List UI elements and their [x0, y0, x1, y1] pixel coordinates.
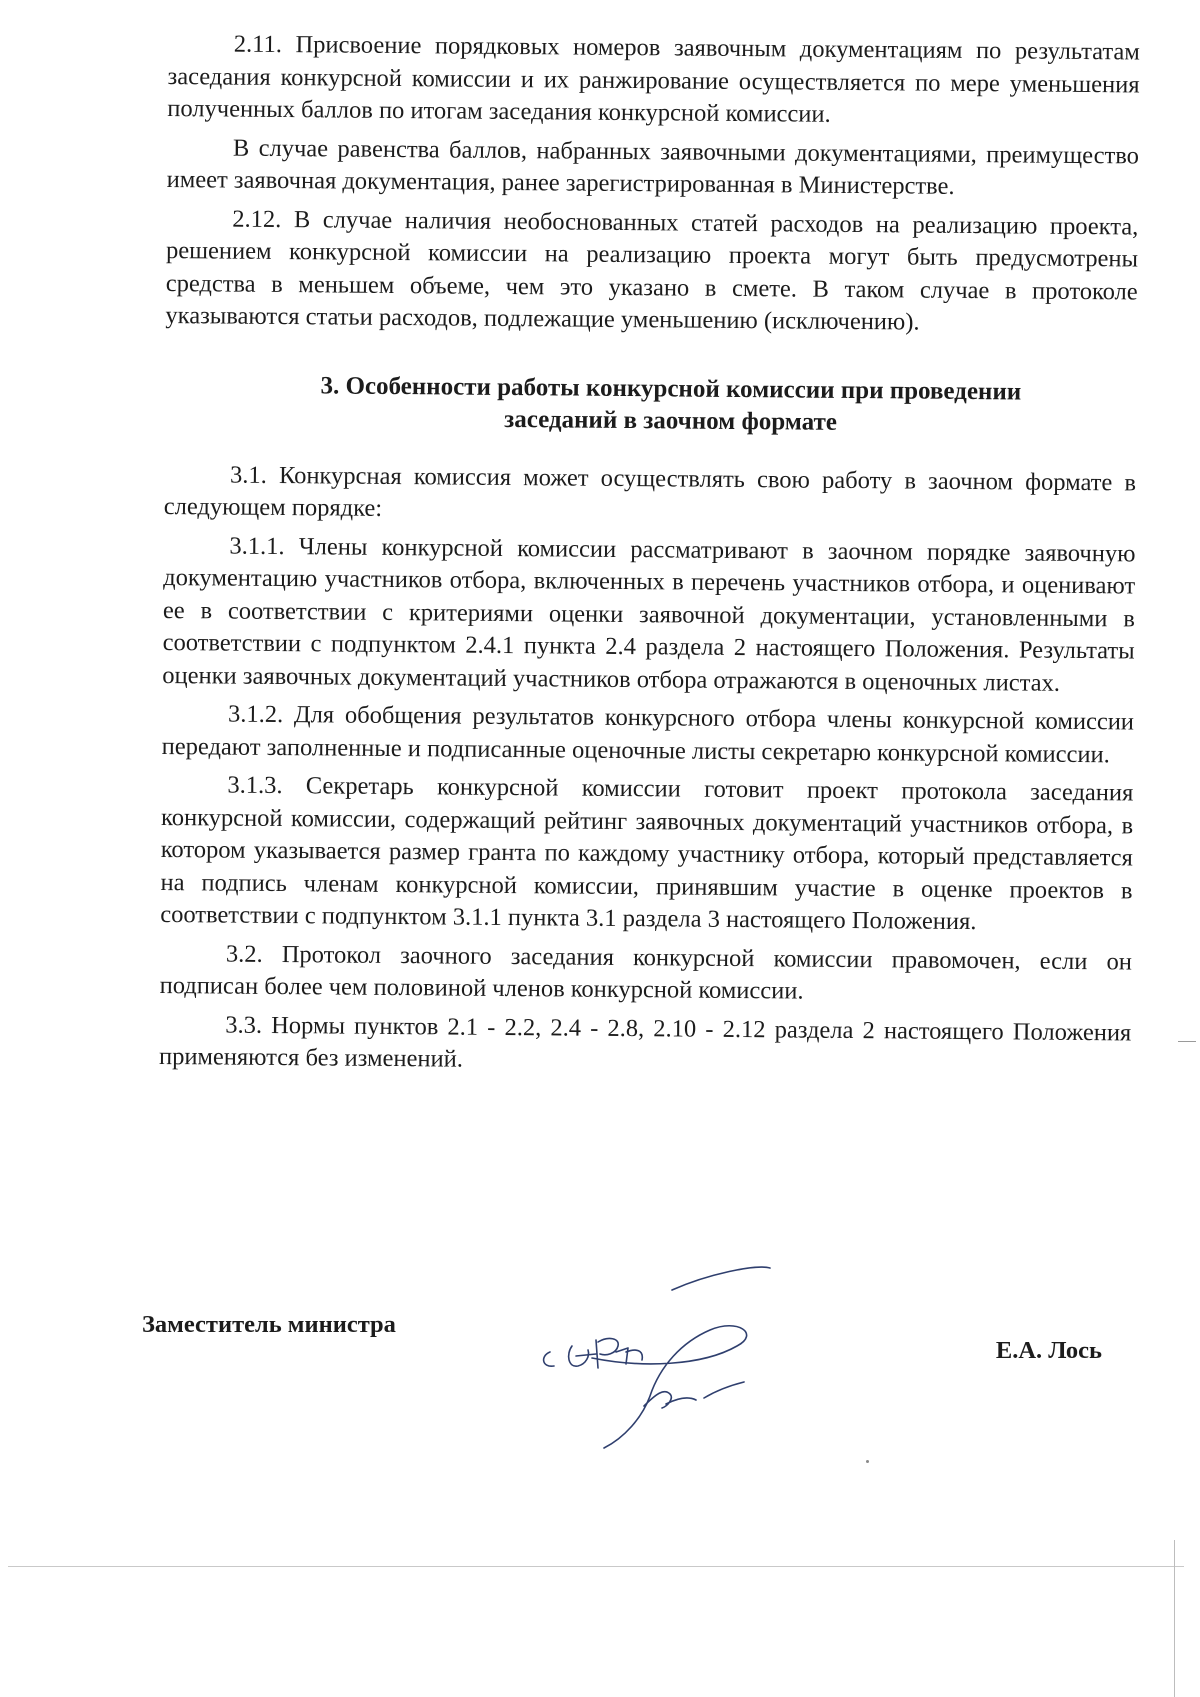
paragraph-3-1: 3.1. Конкурсная комиссия может осуществлять свою работу в заочном формате в следующем порядке: [163, 461, 1137, 522]
scan-dust-dot [866, 1460, 869, 1463]
paragraph-2-11-equal-scores: В случае равенства баллов, набранных заявочными документациями, преимущество имеет заявочная документация, ранее зарегистрированная в Министерстве. [166, 134, 1140, 200]
document-body [159, 28, 1140, 1088]
paragraph-3-2: 3.2. Протокол заочного заседания конкурсной комиссии правомочен, если он подписан более чем половиной членов конкурсной комиссии. [159, 940, 1133, 1005]
signer-name: Е.А. Лось [995, 1337, 1102, 1364]
paragraph-2-12: 2.12. В случае наличия необоснованных статей расходов на реализацию проекта, решением конкурсной комиссии на реализацию проекта могут быть предусмотрены средства в меньшем объеме, чем это указано в смете. В таком случае в протоколе указываются статьи расходов, подлежащие уменьшению (исключению). [165, 205, 1139, 336]
section-3-heading: 3. Особенности работы конкурсной комиссии при проведении заседаний в заочном формате [320, 371, 1022, 436]
handwritten-signature [532, 1256, 792, 1456]
signer-position: Заместитель министра [142, 1311, 396, 1338]
paragraph-3-3: 3.3. Нормы пунктов 2.1 - 2.2, 2.4 - 2.8, 2.10 - 2.12 раздела 2 настоящего Положения применяются без изменений. [158, 1011, 1132, 1073]
paragraph-3-1-2: 3.1.2. Для обобщения результатов конкурсного отбора члены конкурсной комиссии передают заполненные и подписанные оценочные листы секретарю конкурсной комиссии. [161, 700, 1135, 768]
paragraph-2-11: 2.11. Присвоение порядковых номеров заявочным документациям по результатам заседания конкурсной комиссии и их ранжирование осуществляется по мере уменьшения полученных баллов по итогам заседания конкурсной комиссии. [167, 30, 1140, 128]
signature-block [142, 1300, 1102, 1460]
scan-edge-horizontal [8, 1566, 1184, 1567]
scan-margin-tick [1178, 1041, 1196, 1042]
paragraph-3-1-1: 3.1.1. Члены конкурсной комиссии рассматривают в заочном порядке заявочную документацию участников отбора, включенных в перечень участников отбора, и оценивают ее в соответствии с критериями оценки заявочной документации, установленными в соответствии с подпунктом 2.4.1 пункта 2.4 раздела 2 настоящего Положения. Результаты оценки заявочных документаций участников отбора отражаются в оценочных листах. [162, 532, 1136, 697]
paragraph-3-1-3: 3.1.3. Секретарь конкурсной комиссии готовит проект протокола заседания конкурсной комиссии, содержащий рейтинг заявочных документаций участников отбора, в котором указывается размер гранта по каждому участнику отбора, который представляется на подпись членам конкурсной комиссии, принявшим участие в оценке проектов в соответствии с подпунктом 3.1.1 пункта 3.1 раздела 3 настоящего Положения. [160, 771, 1134, 936]
scan-edge-vertical [1174, 1540, 1175, 1697]
